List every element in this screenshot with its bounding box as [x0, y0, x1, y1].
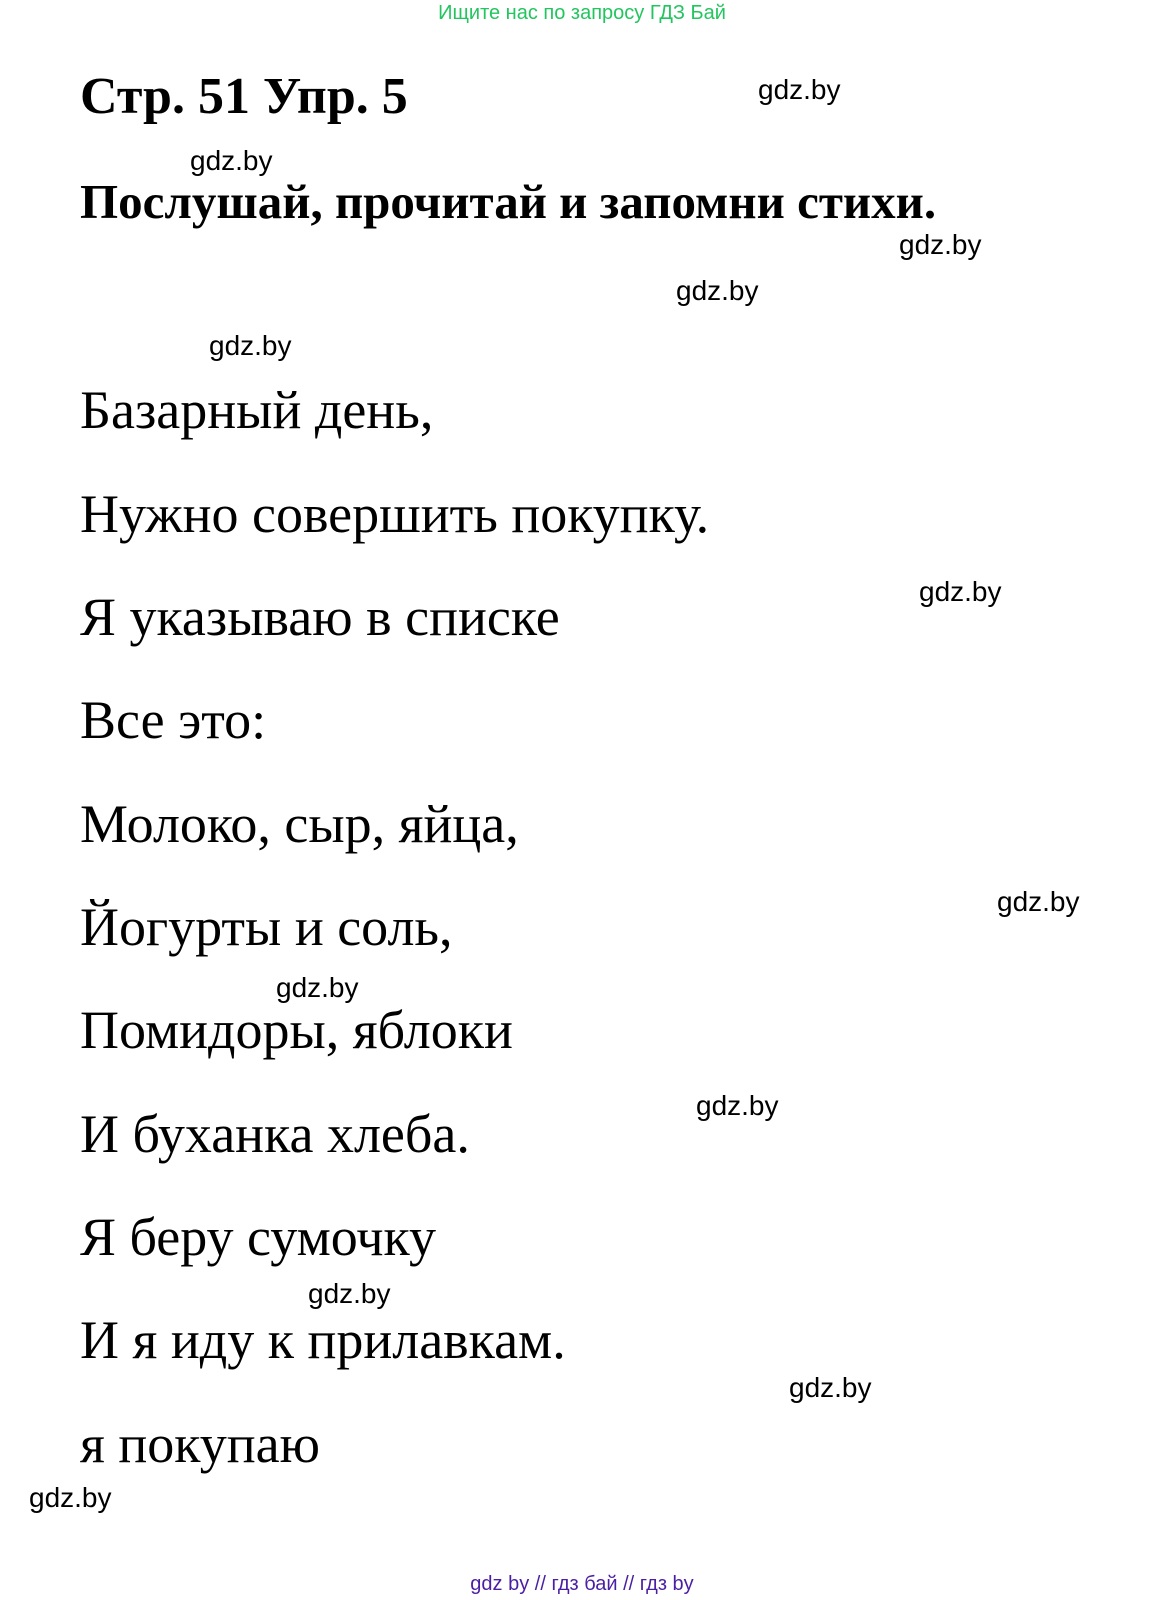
watermark: gdz.by — [190, 145, 273, 176]
watermark: gdz.by — [29, 1482, 112, 1513]
poem-line: Йогурты и соль, — [80, 897, 453, 957]
watermark: gdz.by — [676, 275, 759, 306]
poem-line: Помидоры, яблоки — [80, 1000, 513, 1060]
watermark: gdz.by — [997, 886, 1080, 917]
poem-line: И буханка хлеба. — [80, 1104, 470, 1164]
exercise-instruction: Послушай, прочитай и запомни стихи. — [80, 174, 937, 229]
watermark: gdz.by — [276, 972, 359, 1003]
poem-line: Базарный день, — [80, 380, 434, 440]
watermark: gdz.by — [789, 1372, 872, 1403]
watermark: gdz.by — [209, 330, 292, 361]
top-banner-text: Ищите нас по запросу ГДЗ Бай — [438, 2, 726, 24]
poem-line: Я беру сумочку — [80, 1207, 436, 1267]
poem-line: Молоко, сыр, яйца, — [80, 794, 519, 854]
watermark: gdz.by — [696, 1090, 779, 1121]
watermark: gdz.by — [758, 74, 841, 105]
poem-line: И я иду к прилавкам. — [80, 1310, 566, 1370]
watermark: gdz.by — [308, 1278, 391, 1309]
poem-line: я покупаю — [80, 1414, 320, 1474]
page-title: Стр. 51 Упр. 5 — [80, 68, 408, 125]
watermark: gdz.by — [919, 576, 1002, 607]
watermark: gdz.by — [899, 229, 982, 260]
poem-line: Я указываю в списке — [80, 587, 560, 647]
poem-line: Нужно совершить покупку. — [80, 484, 710, 544]
poem-line: Все это: — [80, 690, 267, 750]
footer-text: gdz by // гдз бай // гдз by — [470, 1573, 694, 1595]
